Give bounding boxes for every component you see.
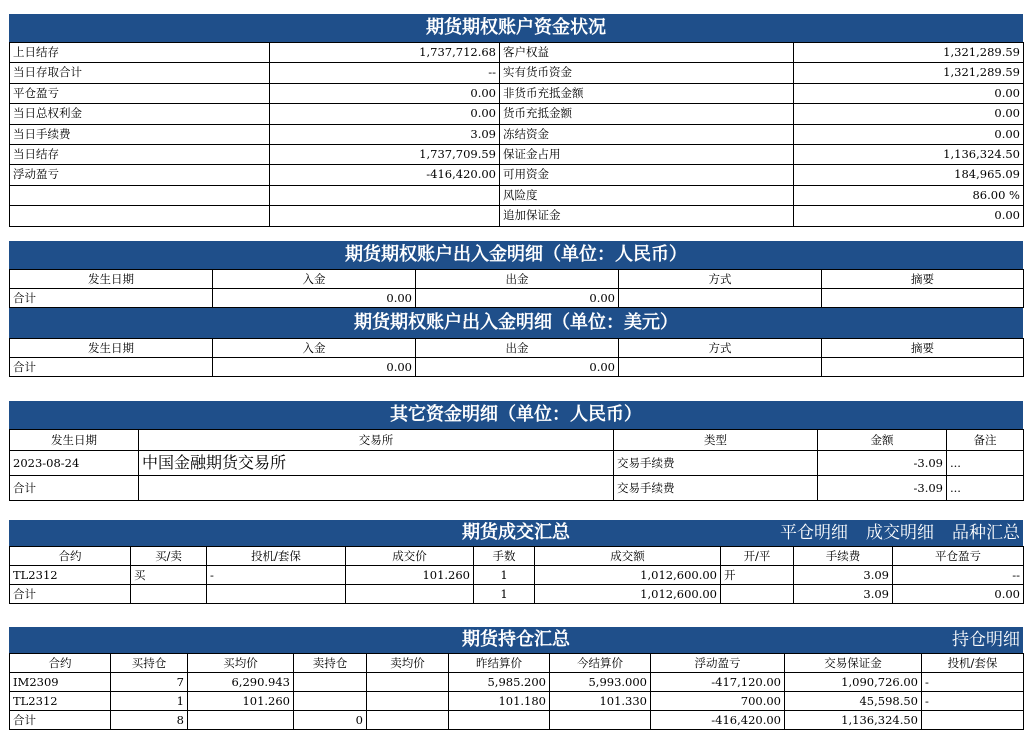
- table-cell: [270, 185, 500, 205]
- account-table: [9, 42, 1024, 227]
- trades-section: [9, 520, 1023, 604]
- account-row: [10, 165, 1024, 185]
- account-section: [9, 14, 1023, 227]
- table-cell: 交易手续费: [614, 451, 818, 476]
- column-header: 合约: [10, 547, 131, 566]
- table-cell: 0.00: [794, 206, 1024, 226]
- positions-table: [9, 653, 1024, 730]
- table-cell: 1,012,600.00: [535, 566, 721, 585]
- table-cell: 1,090,726.00: [785, 673, 922, 692]
- table-cell: [294, 692, 367, 711]
- column-header: 今结算价: [550, 654, 651, 673]
- table-cell: --: [270, 63, 500, 83]
- table-cell: 0.00: [794, 124, 1024, 144]
- trades-table: [9, 546, 1024, 604]
- trades-title: 期货成交汇总: [462, 522, 570, 543]
- table-cell: 1: [474, 566, 535, 585]
- column-header: 昨结算价: [449, 654, 550, 673]
- table-cell: TL2312: [10, 692, 111, 711]
- table-cell: 合计: [10, 358, 213, 377]
- account-row: [10, 185, 1024, 205]
- header-row: [10, 654, 1024, 673]
- table-cell: 6,290.943: [188, 673, 294, 692]
- table-cell: [822, 358, 1024, 377]
- account-title: 期货期权账户资金状况: [9, 14, 1023, 42]
- header-row: [10, 270, 1024, 289]
- table-cell: [207, 585, 346, 604]
- table-cell: --: [893, 566, 1024, 585]
- table-cell: [188, 711, 294, 730]
- column-header: 类型: [614, 430, 818, 451]
- header-row: [10, 547, 1024, 566]
- column-header: 买/卖: [131, 547, 207, 566]
- column-header: 发生日期: [10, 430, 139, 451]
- table-cell: ...: [947, 451, 1024, 476]
- table-cell: TL2312: [10, 566, 131, 585]
- column-header: 成交价: [346, 547, 474, 566]
- table-cell: 浮动盈亏: [10, 165, 270, 185]
- column-header: 方式: [619, 339, 822, 358]
- column-header: 摘要: [822, 339, 1024, 358]
- table-cell: 184,965.09: [794, 165, 1024, 185]
- table-cell: ...: [947, 476, 1024, 501]
- position-row: [10, 692, 1024, 711]
- table-cell: 可用资金: [500, 165, 794, 185]
- table-cell: [822, 289, 1024, 308]
- table-cell: 买: [131, 566, 207, 585]
- table-cell: 45,598.50: [785, 692, 922, 711]
- table-cell: -417,120.00: [651, 673, 785, 692]
- column-header: 交易所: [139, 430, 614, 451]
- table-cell: 1,321,289.59: [794, 43, 1024, 63]
- table-cell: 合计: [10, 711, 111, 730]
- table-cell: 0: [294, 711, 367, 730]
- column-header: 投机/套保: [922, 654, 1024, 673]
- table-cell: 非货币充抵金额: [500, 83, 794, 103]
- column-header: 成交额: [535, 547, 721, 566]
- table-cell: 0.00: [213, 289, 416, 308]
- table-cell: 冻结资金: [500, 124, 794, 144]
- table-cell: 1,737,712.68: [270, 43, 500, 63]
- account-row: [10, 206, 1024, 226]
- account-row: [10, 43, 1024, 63]
- other-title: 其它资金明细（单位：人民币）: [9, 401, 1023, 429]
- table-cell: -: [922, 673, 1024, 692]
- table-cell: [367, 673, 449, 692]
- table-cell: 700.00: [651, 692, 785, 711]
- table-cell: 8: [111, 711, 188, 730]
- table-cell: 当日结存: [10, 145, 270, 165]
- total-row: [10, 358, 1024, 377]
- table-cell: [139, 476, 614, 501]
- table-cell: 当日手续费: [10, 124, 270, 144]
- column-header: 备注: [947, 430, 1024, 451]
- table-cell: [367, 711, 449, 730]
- table-cell: 1,737,709.59: [270, 145, 500, 165]
- table-cell: [367, 692, 449, 711]
- table-cell: IM2309: [10, 673, 111, 692]
- column-header: 手数: [474, 547, 535, 566]
- table-cell: [619, 358, 822, 377]
- account-row: [10, 124, 1024, 144]
- table-cell: 101.260: [346, 566, 474, 585]
- trades-header: [9, 520, 1023, 546]
- column-header: 发生日期: [10, 339, 213, 358]
- table-cell: 1: [474, 585, 535, 604]
- usd-table: [9, 338, 1024, 377]
- table-cell: 0.00: [794, 104, 1024, 124]
- table-cell: -: [922, 692, 1024, 711]
- table-cell: [10, 185, 270, 205]
- table-cell: 0.00: [416, 289, 619, 308]
- table-cell: 开: [721, 566, 794, 585]
- table-cell: [131, 585, 207, 604]
- positions-header: [9, 627, 1023, 653]
- header-row: [10, 339, 1024, 358]
- table-cell: -: [207, 566, 346, 585]
- table-cell: 2023-08-24: [10, 451, 139, 476]
- table-cell: 合计: [10, 585, 131, 604]
- table-cell: 交易手续费: [614, 476, 818, 501]
- column-header: 发生日期: [10, 270, 213, 289]
- total-row: [10, 711, 1024, 730]
- table-cell: 0.00: [270, 104, 500, 124]
- trades-link-product-summary[interactable]: 品种汇总: [952, 523, 1020, 543]
- table-cell: [619, 289, 822, 308]
- table-cell: [10, 206, 270, 226]
- table-cell: 7: [111, 673, 188, 692]
- table-cell: [346, 585, 474, 604]
- column-header: 出金: [416, 339, 619, 358]
- table-cell: [449, 711, 550, 730]
- position-row: [10, 673, 1024, 692]
- table-cell: 86.00 %: [794, 185, 1024, 205]
- other-table: [9, 429, 1024, 501]
- table-cell: -416,420.00: [651, 711, 785, 730]
- table-cell: 合计: [10, 476, 139, 501]
- table-cell: [721, 585, 794, 604]
- account-row: [10, 145, 1024, 165]
- account-row: [10, 104, 1024, 124]
- table-cell: 风险度: [500, 185, 794, 205]
- table-cell: 101.260: [188, 692, 294, 711]
- table-cell: 平仓盈亏: [10, 83, 270, 103]
- column-header: 摘要: [822, 270, 1024, 289]
- column-header: 金额: [818, 430, 947, 451]
- table-cell: 5,993.000: [550, 673, 651, 692]
- table-cell: 1,321,289.59: [794, 63, 1024, 83]
- table-cell: 合计: [10, 289, 213, 308]
- table-cell: 上日结存: [10, 43, 270, 63]
- column-header: 出金: [416, 270, 619, 289]
- trades-link-trade-detail[interactable]: 成交明细: [866, 523, 934, 543]
- table-cell: 0.00: [416, 358, 619, 377]
- trades-link-close-detail[interactable]: 平仓明细: [780, 523, 848, 543]
- table-cell: [550, 711, 651, 730]
- table-cell: 中国金融期货交易所: [139, 451, 614, 476]
- table-cell: 5,985.200: [449, 673, 550, 692]
- column-header: 平仓盈亏: [893, 547, 1024, 566]
- header-row: [10, 430, 1024, 451]
- table-cell: [270, 206, 500, 226]
- positions-section: [9, 627, 1023, 730]
- total-row: [10, 476, 1024, 501]
- table-cell: 客户权益: [500, 43, 794, 63]
- table-cell: [922, 711, 1024, 730]
- total-row: [10, 289, 1024, 308]
- table-cell: 101.330: [550, 692, 651, 711]
- table-cell: 3.09: [794, 585, 893, 604]
- positions-link-detail[interactable]: 持仓明细: [952, 630, 1020, 650]
- table-cell: 0.00: [270, 83, 500, 103]
- table-cell: 1,136,324.50: [794, 145, 1024, 165]
- column-header: 合约: [10, 654, 111, 673]
- table-cell: [294, 673, 367, 692]
- other-row: [10, 451, 1024, 476]
- table-cell: 1,136,324.50: [785, 711, 922, 730]
- table-cell: 101.180: [449, 692, 550, 711]
- column-header: 入金: [213, 339, 416, 358]
- table-cell: 3.09: [794, 566, 893, 585]
- column-header: 开/平: [721, 547, 794, 566]
- trade-row: [10, 566, 1024, 585]
- column-header: 交易保证金: [785, 654, 922, 673]
- table-cell: 当日存取合计: [10, 63, 270, 83]
- table-cell: 0.00: [213, 358, 416, 377]
- table-cell: 3.09: [270, 124, 500, 144]
- table-cell: -3.09: [818, 476, 947, 501]
- column-header: 入金: [213, 270, 416, 289]
- cny-table: [9, 269, 1024, 308]
- usd-title: 期货期权账户出入金明细（单位：美元）: [9, 308, 1023, 338]
- column-header: 买持仓: [111, 654, 188, 673]
- table-cell: -416,420.00: [270, 165, 500, 185]
- table-cell: 货币充抵金额: [500, 104, 794, 124]
- account-row: [10, 63, 1024, 83]
- positions-title: 期货持仓汇总: [462, 629, 570, 650]
- column-header: 手续费: [794, 547, 893, 566]
- table-cell: 1,012,600.00: [535, 585, 721, 604]
- table-cell: 保证金占用: [500, 145, 794, 165]
- column-header: 买均价: [188, 654, 294, 673]
- table-cell: 0.00: [893, 585, 1024, 604]
- account-row: [10, 83, 1024, 103]
- total-row: [10, 585, 1024, 604]
- table-cell: 0.00: [794, 83, 1024, 103]
- column-header: 投机/套保: [207, 547, 346, 566]
- cny-section: [9, 241, 1023, 377]
- cny-title: 期货期权账户出入金明细（单位：人民币）: [9, 241, 1023, 269]
- other-section: [9, 401, 1023, 501]
- table-cell: -3.09: [818, 451, 947, 476]
- table-cell: 追加保证金: [500, 206, 794, 226]
- column-header: 卖均价: [367, 654, 449, 673]
- column-header: 浮动盈亏: [651, 654, 785, 673]
- column-header: 卖持仓: [294, 654, 367, 673]
- table-cell: 1: [111, 692, 188, 711]
- table-cell: 实有货币资金: [500, 63, 794, 83]
- column-header: 方式: [619, 270, 822, 289]
- table-cell: 当日总权利金: [10, 104, 270, 124]
